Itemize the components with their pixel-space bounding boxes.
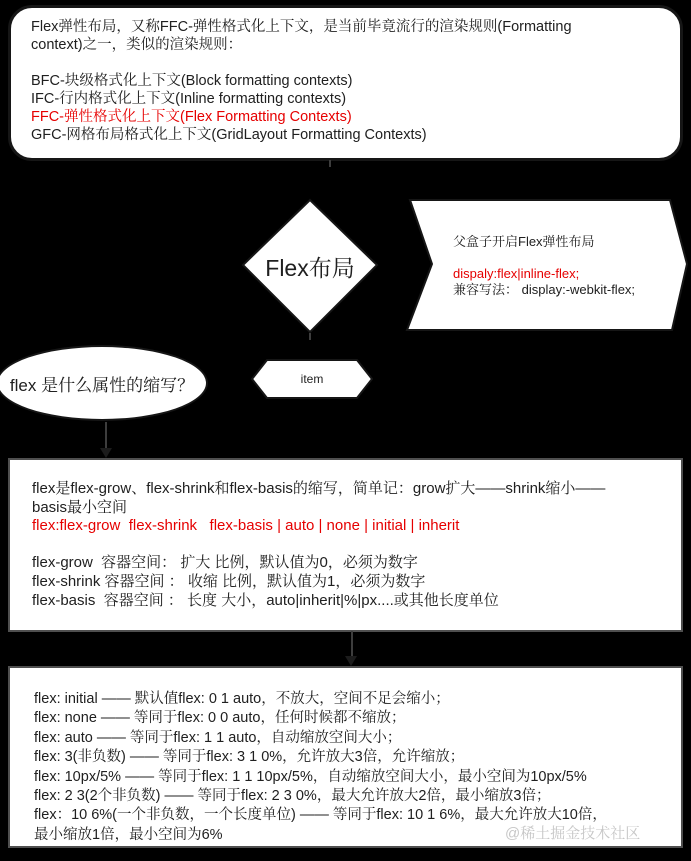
question-label: flex 是什么属性的缩写？ <box>9 375 195 395</box>
shorthand-flex-basis: flex-basis 容器空间 ： 长度 大小，auto|inherit|%|px....或其他长度单位 <box>32 591 499 609</box>
flex-layout-diamond <box>241 198 379 334</box>
banner-code: dispaly:flex|inline-flex; <box>453 266 580 281</box>
intro-line-gfc: GFC-网格布局格式化上下文(GridLayout Formatting Contexts) <box>31 127 427 143</box>
intro-line-bfc: BFC-块级格式化上下文(Block formatting contexts) <box>31 73 353 89</box>
values-initial: flex: initial —— 默认值flex: 0 1 auto，不放大，空间不足会缩小； <box>34 691 450 707</box>
values-auto: flex: auto —— 等同于flex: 1 1 auto，自动缩放空间大小； <box>34 729 402 746</box>
intro-line-ifc: IFC-行内格式化上下文(Inline formatting contexts) <box>31 91 347 107</box>
banner-blank-line <box>453 250 635 266</box>
shorthand-flex-grow: flex-grow 容器空间： 扩大 比例，默认值为0，必须为数字 <box>32 554 418 572</box>
diamond-label: Flex布局 <box>265 254 355 281</box>
values-number: flex: 3(非负数) —— 等同于flex: 3 1 0%，允许放大3倍，允许缩放； <box>34 749 465 766</box>
banner-text <box>453 234 635 298</box>
question-ellipse <box>0 345 208 421</box>
shorthand-flex-shrink: flex-shrink 容器空间 ： 收缩 比例，默认值为1，必须为数字 <box>32 572 426 590</box>
flex-shorthand-box <box>8 458 683 632</box>
shorthand-line: flex是flex-grow、flex-shrink和flex-basis的缩写，简单记：grow扩大——shrink缩小—— <box>32 480 606 497</box>
connector-diamond-to-item <box>309 333 311 340</box>
values-none: flex: none —— 等同于flex: 0 0 auto，任何时候都不缩放； <box>34 710 406 727</box>
arrowhead-values <box>345 656 357 666</box>
connector-shorthand-to-values <box>351 631 353 658</box>
banner-title: 父盒子开启Flex弹性布局 <box>453 234 595 249</box>
values-length: flex: 10px/5% —— 等同于flex: 1 1 10px/5%，自动缩放空间大小，最小空间为10px/5% <box>34 768 587 785</box>
intro-line: context)之一，类似的渲染规则： <box>31 37 243 53</box>
shorthand-line-blank <box>32 536 659 555</box>
intro-line-blank <box>31 54 660 72</box>
values-number-length: flex：10 6%(一个非负数，一个长度单位) —— 等同于flex: 10 1 6%，最大允许放大10倍， <box>34 807 607 824</box>
enable-flex-banner <box>404 199 690 332</box>
item-label: item <box>300 372 324 386</box>
intro-line-ffc-highlight: FFC-弹性格式化上下文(Flex Formatting Contexts) <box>31 109 352 125</box>
banner-compat-code: 兼容写法： display:-webkit-flex; <box>453 282 636 297</box>
values-number-length-cont: 最小缩放1倍，最小空间为6% <box>34 826 223 843</box>
intro-line: Flex弹性布局，又称FFC-弹性格式化上下文，是当前毕竟流行的渲染规则(Formatting <box>31 19 572 35</box>
arrowhead-shorthand <box>100 448 112 458</box>
item-hexagon <box>251 358 373 400</box>
shorthand-syntax-highlight: flex:flex-grow flex-shrink flex-basis | auto | none | initial | inherit <box>32 517 460 535</box>
values-two-numbers: flex: 2 3(2个非负数) —— 等同于flex: 2 3 0%，最大允许放大2倍，最小缩放3倍； <box>34 787 551 804</box>
intro-box <box>8 5 683 161</box>
shorthand-line: basis最小空间 <box>32 498 128 516</box>
juejin-watermark: @稀土掘金技术社区 <box>505 825 641 842</box>
flex-values-box <box>8 666 683 848</box>
connector-intro-to-diamond <box>329 160 331 167</box>
